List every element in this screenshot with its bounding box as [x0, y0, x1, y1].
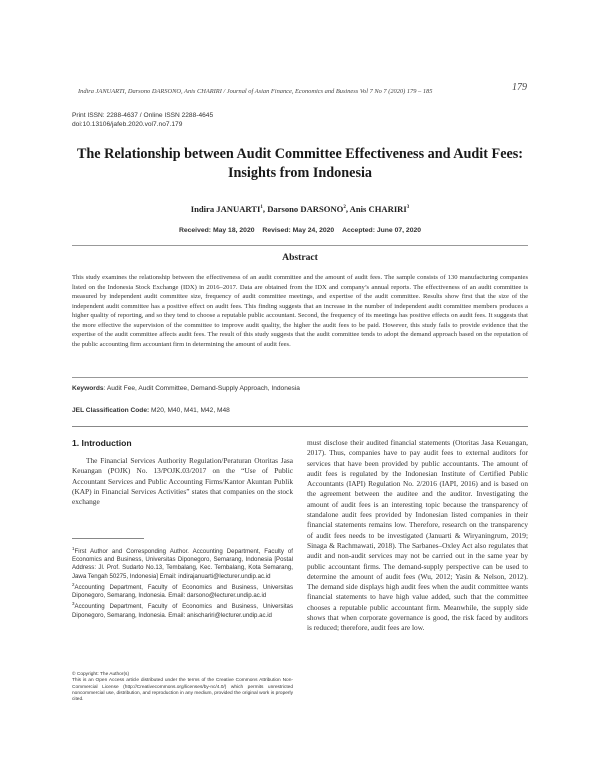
footnote: $^3$Accounting Department, Faculty of Economics and Business, Universitas Diponegoro, Semarang, Indonesia. Email: anischariri@lecturer.undip.ac.id: [72, 601, 293, 619]
copyright-line: © Copyright: The Author(s): [72, 672, 130, 677]
introduction-heading: 1. Introduction: [72, 438, 132, 448]
copyright-notice: [72, 672, 293, 703]
footnote-divider: [72, 538, 144, 539]
abstract-body: This study examines the relationship between the effectiveness of an audit committee and the amount of audit fees. The sample consists of 130 manufacturing companies listed on the Indonesia Stock Exchange (IDX) in 2016–2017. Data are obtained from the IDX and company’s annual reports. The effectiveness of an audit committee is measured by independent audit committee size, frequency of audit committee meetings, and expertise of the audit committee. Results show first that the size of the independent audit committee has a positive effect on audit fees. This finding suggests that an increase in the number of independent audit committee members produces a higher quality of reporting, and so they tend to choose a reputable public accountant. Second, the frequency of its meetings has positive effects on audit fees. It suggests that the more effective the supervision of the committee to improve audit quality, the higher the audit fees to be paid. However, this study fails to provide evidence that the expertise of the audit committee affects audit fees. The result of this study suggests that the audit committee tends to adopt the demand approach based on the reputation of the public accounting firm accountant firm in determining the amount of audit fees.: [72, 274, 528, 348]
received-date: Received: May 18, 2020: [178, 227, 255, 234]
author-footnotes: [72, 545, 293, 620]
revised-date: Revised: May 24, 2020: [262, 227, 335, 234]
jel-codes: M20, M40, M41, M42, M48: [149, 407, 230, 414]
author-name: Darsono DARSONO: [267, 204, 344, 214]
page-number: 179: [512, 82, 527, 93]
introduction-right-column: must disclose their audited financial statements (Otoritas Jasa Keuangan, 2017). Thus, companies have to pay audit fees to external auditors for services that have been provided by public accountants. The amount of audit fees is regulated by the Indonesian Institute of Certified Public Accountants (IAPI) Regulation No. 2/2016 (IAPI, 2016) and is based on the agreement between the auditee and the auditor. Investigating the amount of audit fees is an interesting topic because the transparency of standalone audit fees provided by Indonesian listed companies in their financial statements remains low. Therefore, research on the transparency of audit fees needs to be investigated (Januarti & Wiryaningrum, 2019; Sinaga & Rachmawati, 2018). The Sarbanes–Oxley Act also regulates that audit and non-audit services may not be carried out in the same year by public accountant firms. The demand-supply perspective can be used to determine the amount of audit fees (Wu, 2012; Yasin & Nelson, 2012). The demand side displays high audit fees when the audit committee wants financial statements to have high value added, such that the committee chooses a reputable public accountant firm. Meanwhile, the supply side shows that when corporate governance is good, the risk faced by auditors is reduced; therefore, audit fees are low.: [307, 438, 528, 633]
title-line-2: Insights from Indonesia: [227, 165, 372, 181]
running-header: Indira JANUARTI, Darsono DARSONO, Anis CHARIRI / Journal of Asian Finance, Economics and Business Vol 7 No 7 (2020) 179 – 185: [78, 88, 433, 95]
abstract-heading: Abstract: [282, 252, 318, 263]
section-divider: [72, 426, 528, 427]
jel-line: [72, 407, 528, 414]
author-affiliation-mark: 3: [406, 205, 410, 211]
keywords-text: : Audit Fee, Audit Committee, Demand-Supply Approach, Indonesia: [103, 385, 300, 392]
abstract-section: [72, 245, 528, 378]
submission-dates: [60, 227, 540, 234]
author-name: Indira JANUARTI: [190, 204, 261, 214]
introduction-left-column: The Financial Services Authority Regulation/Peraturan Otoritas Jasa Keuangan (POJK) No. 13/POJK.03/2017 on the “Use of Public Accountant Services and Public Accounting Firms/Kantor Akuntan Publik (KAP) in Financial Services Activities” states that companies on the stock exchange: [72, 456, 293, 507]
footnote-mark: 1: [72, 546, 75, 551]
issn-line: Print ISSN: 2288-4637 / Online ISSN 2288-4645: [72, 112, 214, 119]
license-text: This is an Open Access article distributed under the terms of the Creative Commons Attribution Non-Commercial License (http://Creativecommons.org/licenses/by-nc/4.0/) which permits unrestricted noncommercial use, distribution, and reproduction in any medium, provided the original work is properly cited.: [72, 678, 293, 703]
author-separator: ,: [262, 204, 268, 214]
title-line-1: The Relationship between Audit Committee Effectiveness and Audit Fees:: [76, 146, 524, 162]
doi-line: doi:10.13106/jafeb.2020.vol7.no7.179: [72, 121, 183, 128]
author-affiliation-mark: 2: [343, 205, 346, 211]
paper-title: [60, 145, 540, 183]
keywords-label: Keywords: [72, 385, 104, 392]
author-name: Anis CHARIRI: [349, 204, 407, 214]
footnote-mark: 2: [72, 581, 75, 587]
footnote: $^2$Accounting Department, Faculty of Economics and Business, Universitas Diponegoro, Semarang, Indonesia. Email: darsono@lecturer.undip.ac.id: [72, 581, 293, 600]
footnote-mark: 3: [72, 601, 75, 607]
author-list: [60, 204, 540, 214]
footnote: $^1$First Author and Corresponding Author. Accounting Department, Faculty of Economics and Business, Universitas Diponegoro, Semarang, Indonesia [Postal Address: Jl. Prof. Sudarto No.13, Tembalang, Kec. Tembalang, Kota Semarang, Jawa Tengah 50275, Indonesia] Email: indirajanuarti@lecturer.undip.ac.id: [72, 546, 293, 580]
jel-label: JEL Classification Code:: [72, 407, 150, 414]
issn-block: [72, 111, 213, 129]
accepted-date: Accepted: June 07, 2020: [342, 227, 422, 234]
author-affiliation-mark: 1: [260, 205, 263, 211]
keywords-line: [72, 385, 528, 392]
author-separator: ,: [345, 204, 350, 214]
